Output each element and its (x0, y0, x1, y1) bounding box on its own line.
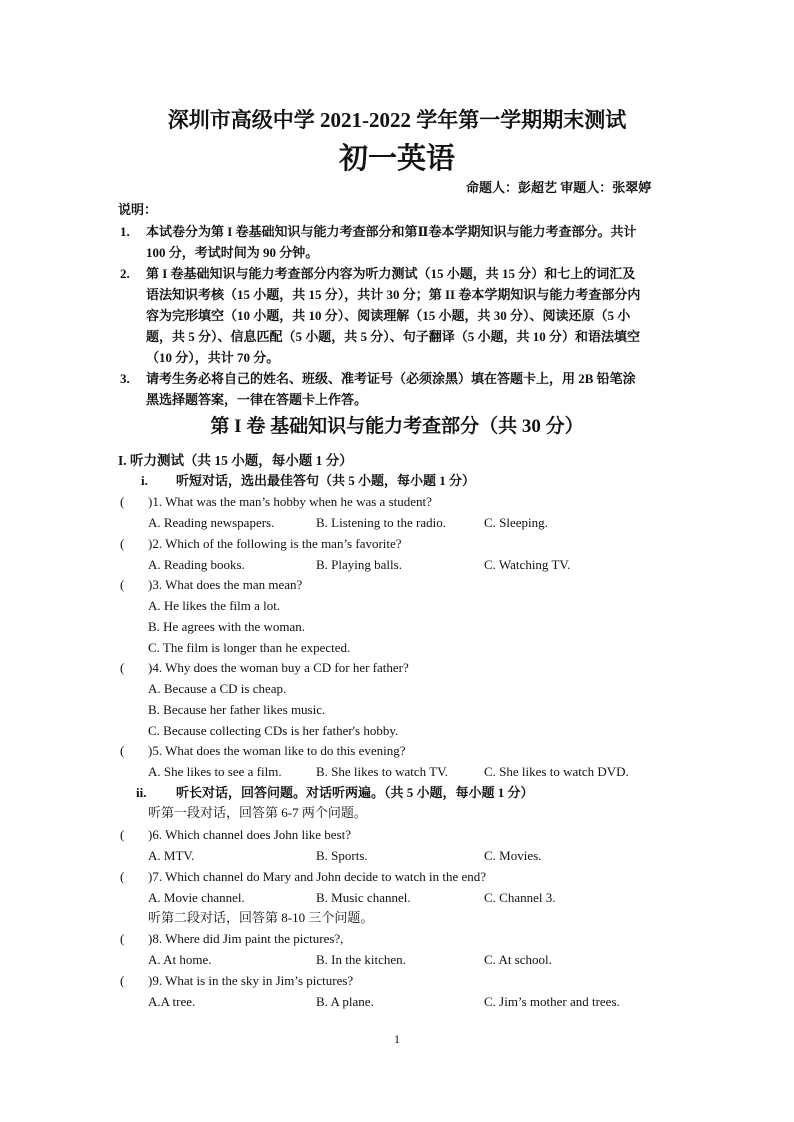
dialogue-intro: 听第一段对话，回答第 6-7 两个问题。 (148, 805, 367, 820)
answer-blank: ( (120, 827, 125, 842)
subsection-heading: 听短对话，选出最佳答句（共 5 小题，每小题 1 分） (176, 473, 476, 488)
answer-blank: ( (120, 577, 125, 592)
note-line: 语法知识考核（15 小题，共 15 分），共计 30 分；第 II 卷本学期知识与能力考查部分内 (146, 287, 641, 302)
option-c: C. Because collecting CDs is her father's hobby. (148, 723, 399, 738)
option-c: C. Movies. (484, 848, 542, 863)
answer-blank: ( (120, 494, 125, 509)
option-a: A. Because a CD is cheap. (148, 681, 287, 696)
notes-heading: 说明： (118, 202, 158, 217)
exam-title: 深圳市高级中学 2021-2022 学年第一学期期末测试 (167, 108, 627, 132)
option-b: B. Listening to the radio. (316, 515, 446, 530)
question-text: )9. What is in the sky in Jim’s pictures? (148, 973, 354, 988)
question-text: )1. What was the man’s hobby when he was a student? (148, 494, 432, 509)
note-line: 容为完形填空（10 小题，共 10 分）、阅读理解（15 小题，共 30 分）、阅读还原（5 小 (146, 308, 631, 323)
option-b: B. Because her father likes music. (148, 702, 326, 717)
option-a: A. She likes to see a film. (148, 764, 282, 779)
option-b: B. He agrees with the woman. (148, 619, 306, 634)
note-line: 黑选择题答案，一律在答题卡上作答。 (146, 392, 368, 407)
answer-blank: ( (120, 931, 125, 946)
option-b: B. She likes to watch TV. (316, 764, 449, 779)
option-b: B. In the kitchen. (316, 952, 406, 967)
option-b: B. A plane. (316, 994, 374, 1009)
note-number: 2. (120, 266, 130, 281)
option-a: A. Movie channel. (148, 890, 245, 905)
question-text: )2. Which of the following is the man’s favorite? (148, 536, 402, 551)
question-text: )4. Why does the woman buy a CD for her father? (148, 660, 409, 675)
subsection-number: i. (141, 473, 148, 488)
note-line: 100 分，考试时间为 90 分钟。 (146, 245, 319, 260)
option-a: A. Reading newspapers. (148, 515, 275, 530)
option-c: C. Watching TV. (484, 557, 571, 572)
option-c: C. At school. (484, 952, 552, 967)
question-text: )3. What does the man mean? (148, 577, 303, 592)
answer-blank: ( (120, 660, 125, 675)
option-b: B. Sports. (316, 848, 368, 863)
note-line: 请考生务必将自己的姓名、班级、准考证号（必须涂黑）填在答题卡上，用 2B 铅笔涂 (146, 371, 636, 386)
note-line: （10 分），共计 70 分。 (146, 350, 280, 365)
option-a: A. At home. (148, 952, 212, 967)
question-text: )7. Which channel do Mary and John decide to watch in the end? (148, 869, 487, 884)
option-a: A.A tree. (148, 994, 196, 1009)
answer-blank: ( (120, 869, 125, 884)
option-b: B. Music channel. (316, 890, 411, 905)
question-text: )8. Where did Jim paint the pictures?, (148, 931, 344, 946)
answer-blank: ( (120, 973, 125, 988)
option-a: A. Reading books. (148, 557, 245, 572)
option-c: C. She likes to watch DVD. (484, 764, 629, 779)
page-number: 1 (394, 1032, 400, 1046)
answer-blank: ( (120, 536, 125, 551)
note-number: 3. (120, 371, 130, 386)
dialogue-intro: 听第二段对话，回答第 8-10 三个问题。 (148, 910, 374, 925)
option-c: C. Jim’s mother and trees. (484, 994, 620, 1009)
note-line: 第 I 卷基础知识与能力考查部分内容为听力测试（15 小题，共 15 分）和七上的词汇及 (146, 266, 636, 281)
subsection-number: ii. (136, 785, 147, 800)
part-one-title: 第 I 卷 基础知识与能力考查部分（共 30 分） (210, 416, 584, 437)
authors-line: 命题人：彭超艺 审题人：张翠婷 (466, 180, 652, 195)
option-a: A. MTV. (148, 848, 195, 863)
subsection-heading: 听长对话，回答问题。对话听两遍。（共 5 小题，每小题 1 分） (176, 785, 534, 800)
section-heading: I. 听力测试（共 15 小题，每小题 1 分） (118, 453, 353, 468)
option-c: C. The film is longer than he expected. (148, 640, 351, 655)
option-c: C. Channel 3. (484, 890, 556, 905)
question-text: )5. What does the woman like to do this evening? (148, 743, 406, 758)
option-c: C. Sleeping. (484, 515, 548, 530)
option-a: A. He likes the film a lot. (148, 598, 281, 613)
note-line: 题，共 5 分）、信息匹配（5 小题，共 5 分）、句子翻译（5 小题，共 10 分）和语法填空 (146, 329, 641, 344)
note-number: 1. (120, 224, 130, 239)
question-text: )6. Which channel does John like best? (148, 827, 352, 842)
answer-blank: ( (120, 743, 125, 758)
note-line: 本试卷分为第 I 卷基础知识与能力考查部分和第Ⅱ卷本学期知识与能力考查部分。共计 (146, 224, 637, 239)
subject-title: 初一英语 (338, 143, 455, 175)
option-b: B. Playing balls. (316, 557, 402, 572)
